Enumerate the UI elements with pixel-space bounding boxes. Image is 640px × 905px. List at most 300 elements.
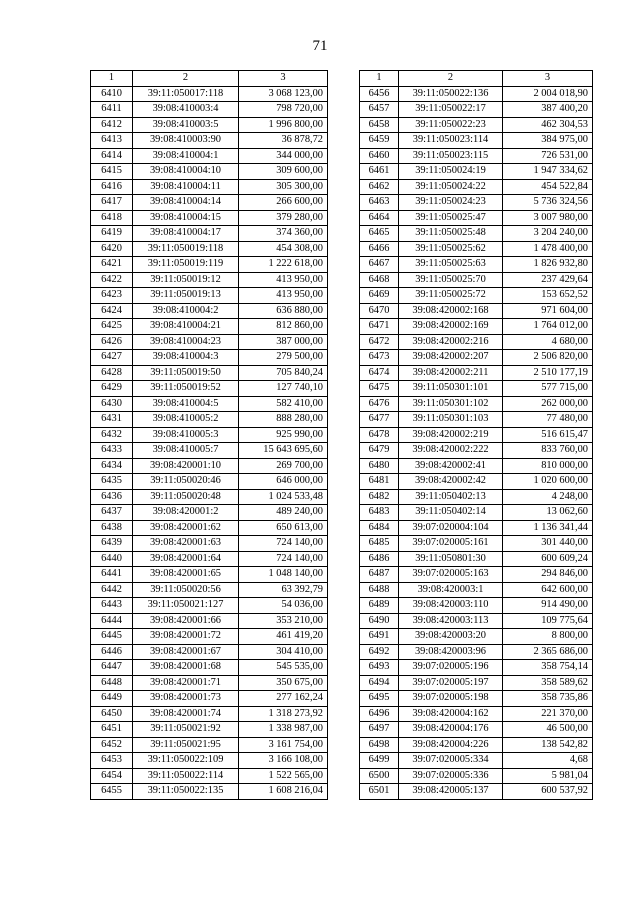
row-number-cell: 6496 [360,706,399,722]
value-cell: 1 020 600,00 [503,474,593,490]
table-row [360,396,593,412]
cadastral-number-cell: 39:08:420001:65 [133,567,239,583]
row-number-cell: 6440 [91,551,133,567]
table-row [91,489,328,505]
value-cell: 833 760,00 [503,443,593,459]
cadastral-number-cell: 39:11:050022:114 [133,768,239,784]
table-row [360,179,593,195]
row-number-cell: 6478 [360,427,399,443]
value-cell: 4 248,00 [503,489,593,505]
cadastral-number-cell: 39:11:050021:92 [133,722,239,738]
row-number-cell: 6421 [91,257,133,273]
cadastral-number-cell: 39:11:050019:118 [133,241,239,257]
row-number-cell: 6428 [91,365,133,381]
cadastral-number-cell: 39:08:420001:63 [133,536,239,552]
cadastral-number-cell: 39:08:420003:96 [399,644,503,660]
row-number-cell: 6488 [360,582,399,598]
cadastral-number-cell: 39:08:420001:2 [133,505,239,521]
table-row [360,381,593,397]
cadastral-number-cell: 39:11:050019:50 [133,365,239,381]
cadastral-number-cell: 39:08:420004:176 [399,722,503,738]
row-number-cell: 6460 [360,148,399,164]
value-cell: 516 615,47 [503,427,593,443]
cadastral-number-cell: 39:11:050022:136 [399,86,503,102]
column-header: 1 [360,71,399,87]
table-row [360,257,593,273]
value-cell: 1 318 273,92 [239,706,328,722]
row-number-cell: 6414 [91,148,133,164]
row-number-cell: 6476 [360,396,399,412]
row-number-cell: 6419 [91,226,133,242]
value-cell: 266 600,00 [239,195,328,211]
cadastral-number-cell: 39:08:410004:3 [133,350,239,366]
cadastral-number-cell: 39:07:020005:163 [399,567,503,583]
row-number-cell: 6417 [91,195,133,211]
table-row [91,629,328,645]
table-row [91,613,328,629]
table-row [91,722,328,738]
table-row [360,117,593,133]
row-number-cell: 6429 [91,381,133,397]
value-cell: 2 365 686,00 [503,644,593,660]
row-number-cell: 6461 [360,164,399,180]
cadastral-number-cell: 39:11:050024:19 [399,164,503,180]
table-row [360,722,593,738]
cadastral-number-cell: 39:11:050025:48 [399,226,503,242]
table-row [91,148,328,164]
table-row [360,102,593,118]
cadastral-number-cell: 39:11:050020:48 [133,489,239,505]
table-row [91,474,328,490]
table-row [360,86,593,102]
cadastral-number-cell: 39:11:050024:23 [399,195,503,211]
table-row [91,567,328,583]
value-cell: 301 440,00 [503,536,593,552]
cadastral-number-cell: 39:08:420001:73 [133,691,239,707]
table-row [91,598,328,614]
value-cell: 1 338 987,00 [239,722,328,738]
cadastral-number-cell: 39:11:050021:127 [133,598,239,614]
value-cell: 3 166 108,00 [239,753,328,769]
table-row [360,226,593,242]
value-cell: 577 715,00 [503,381,593,397]
table-row [360,551,593,567]
value-cell: 5 736 324,56 [503,195,593,211]
cadastral-number-cell: 39:11:050023:115 [399,148,503,164]
cadastral-number-cell: 39:08:410004:17 [133,226,239,242]
value-cell: 810 000,00 [503,458,593,474]
value-cell: 379 280,00 [239,210,328,226]
table-row [360,303,593,319]
row-number-cell: 6490 [360,613,399,629]
cadastral-number-cell: 39:11:050024:22 [399,179,503,195]
row-number-cell: 6441 [91,567,133,583]
value-cell: 582 410,00 [239,396,328,412]
value-cell: 5 981,04 [503,768,593,784]
value-cell: 277 162,24 [239,691,328,707]
row-number-cell: 6443 [91,598,133,614]
value-cell: 350 675,00 [239,675,328,691]
value-cell: 600 609,24 [503,551,593,567]
value-cell: 8 800,00 [503,629,593,645]
table-row [91,520,328,536]
table-row [91,443,328,459]
table-row [360,613,593,629]
cadastral-number-cell: 39:08:420001:67 [133,644,239,660]
value-cell: 305 300,00 [239,179,328,195]
cadastral-number-cell: 39:08:420002:222 [399,443,503,459]
cadastral-number-cell: 39:11:050020:46 [133,474,239,490]
table-row [91,195,328,211]
row-number-cell: 6473 [360,350,399,366]
value-cell: 109 775,64 [503,613,593,629]
table-row [360,458,593,474]
row-number-cell: 6497 [360,722,399,738]
table-row [360,629,593,645]
row-number-cell: 6449 [91,691,133,707]
cadastral-number-cell: 39:08:410003:4 [133,102,239,118]
value-cell: 489 240,00 [239,505,328,521]
cadastral-number-cell: 39:11:050021:95 [133,737,239,753]
row-number-cell: 6438 [91,520,133,536]
value-cell: 4 680,00 [503,334,593,350]
cadastral-number-cell: 39:08:420001:10 [133,458,239,474]
cadastral-number-cell: 39:08:420003:110 [399,598,503,614]
row-number-cell: 6427 [91,350,133,366]
table-row [360,784,593,800]
value-cell: 1 024 533,48 [239,489,328,505]
cadastral-number-cell: 39:08:420003:20 [399,629,503,645]
row-number-cell: 6480 [360,458,399,474]
row-number-cell: 6471 [360,319,399,335]
row-number-cell: 6450 [91,706,133,722]
row-number-cell: 6459 [360,133,399,149]
value-cell: 1 136 341,44 [503,520,593,536]
value-cell: 971 604,00 [503,303,593,319]
cadastral-number-cell: 39:07:020005:198 [399,691,503,707]
table-row [360,427,593,443]
row-number-cell: 6495 [360,691,399,707]
table-row [91,551,328,567]
table-row [360,241,593,257]
cadastral-number-cell: 39:11:050022:23 [399,117,503,133]
table-row [91,675,328,691]
value-cell: 798 720,00 [239,102,328,118]
value-cell: 2 510 177,19 [503,365,593,381]
cadastral-number-cell: 39:08:410004:5 [133,396,239,412]
cadastral-number-cell: 39:08:420001:68 [133,660,239,676]
table-header-row [91,71,328,87]
row-number-cell: 6436 [91,489,133,505]
row-number-cell: 6425 [91,319,133,335]
cadastral-number-cell: 39:08:410004:21 [133,319,239,335]
table-row [91,784,328,800]
table-row [91,582,328,598]
cadastral-number-cell: 39:08:420004:226 [399,737,503,753]
cadastral-number-cell: 39:11:050025:62 [399,241,503,257]
row-number-cell: 6413 [91,133,133,149]
table-row [360,768,593,784]
table-row [91,768,328,784]
table-row [91,396,328,412]
table-row [91,753,328,769]
row-number-cell: 6458 [360,117,399,133]
table-row [91,226,328,242]
table-row [360,288,593,304]
value-cell: 344 000,00 [239,148,328,164]
table-row [91,117,328,133]
cadastral-number-cell: 39:11:050025:47 [399,210,503,226]
table-row [91,272,328,288]
row-number-cell: 6463 [360,195,399,211]
table-row [360,520,593,536]
table-row [360,474,593,490]
value-cell: 237 429,64 [503,272,593,288]
cadastral-number-cell: 39:11:050025:70 [399,272,503,288]
value-cell: 46 500,00 [503,722,593,738]
value-cell: 269 700,00 [239,458,328,474]
value-cell: 1 222 618,00 [239,257,328,273]
cadastral-number-cell: 39:08:410003:90 [133,133,239,149]
cadastral-number-cell: 39:08:410004:15 [133,210,239,226]
row-number-cell: 6484 [360,520,399,536]
table-row [360,737,593,753]
table-row [91,660,328,676]
row-number-cell: 6411 [91,102,133,118]
cadastral-number-cell: 39:08:420001:66 [133,613,239,629]
table-row [91,288,328,304]
cadastral-number-cell: 39:11:050022:17 [399,102,503,118]
value-cell: 3 068 123,00 [239,86,328,102]
row-number-cell: 6424 [91,303,133,319]
table-row [360,443,593,459]
column-header: 2 [399,71,503,87]
cadastral-number-cell: 39:08:410004:11 [133,179,239,195]
row-number-cell: 6426 [91,334,133,350]
value-cell: 650 613,00 [239,520,328,536]
row-number-cell: 6418 [91,210,133,226]
row-number-cell: 6486 [360,551,399,567]
cadastral-number-cell: 39:11:050019:13 [133,288,239,304]
table-row [360,272,593,288]
value-cell: 724 140,00 [239,551,328,567]
cadastral-number-cell: 39:07:020005:334 [399,753,503,769]
row-number-cell: 6469 [360,288,399,304]
cadastral-number-cell: 39:08:420003:113 [399,613,503,629]
value-cell: 705 840,24 [239,365,328,381]
value-cell: 358 589,62 [503,675,593,691]
row-number-cell: 6470 [360,303,399,319]
value-cell: 153 652,52 [503,288,593,304]
value-cell: 642 600,00 [503,582,593,598]
row-number-cell: 6498 [360,737,399,753]
table-row [91,257,328,273]
table-row [91,319,328,335]
table-row [91,86,328,102]
value-cell: 600 537,92 [503,784,593,800]
table-row [91,427,328,443]
value-cell: 358 735,86 [503,691,593,707]
value-cell: 36 878,72 [239,133,328,149]
row-number-cell: 6501 [360,784,399,800]
value-cell: 13 062,60 [503,505,593,521]
cadastral-number-cell: 39:08:410004:1 [133,148,239,164]
value-cell: 309 600,00 [239,164,328,180]
value-cell: 294 846,00 [503,567,593,583]
table-row [360,675,593,691]
cadastral-number-cell: 39:11:050301:102 [399,396,503,412]
table-row [360,319,593,335]
table-row [91,133,328,149]
table-row [360,133,593,149]
row-number-cell: 6451 [91,722,133,738]
table-row [360,350,593,366]
cadastral-number-cell: 39:08:420001:64 [133,551,239,567]
table-row [91,303,328,319]
table-row [91,505,328,521]
row-number-cell: 6489 [360,598,399,614]
row-number-cell: 6455 [91,784,133,800]
value-cell: 387 000,00 [239,334,328,350]
value-cell: 77 480,00 [503,412,593,428]
table-header-row [360,71,593,87]
cadastral-number-cell: 39:11:050020:56 [133,582,239,598]
cadastral-number-cell: 39:11:050402:14 [399,505,503,521]
row-number-cell: 6465 [360,226,399,242]
row-number-cell: 6439 [91,536,133,552]
row-number-cell: 6444 [91,613,133,629]
table-row [360,365,593,381]
row-number-cell: 6412 [91,117,133,133]
value-cell: 15 643 695,60 [239,443,328,459]
table-row [360,660,593,676]
row-number-cell: 6464 [360,210,399,226]
table-row [91,179,328,195]
table-row [360,195,593,211]
table-row [360,598,593,614]
column-header: 3 [503,71,593,87]
cadastral-number-cell: 39:08:420002:216 [399,334,503,350]
row-number-cell: 6457 [360,102,399,118]
cadastral-number-cell: 39:11:050017:118 [133,86,239,102]
value-cell: 454 308,00 [239,241,328,257]
cadastral-number-cell: 39:08:420002:207 [399,350,503,366]
table-row [91,334,328,350]
value-cell: 1 608 216,04 [239,784,328,800]
table-row [360,412,593,428]
table-row [91,412,328,428]
row-number-cell: 6482 [360,489,399,505]
cadastral-number-cell: 39:11:050023:114 [399,133,503,149]
row-number-cell: 6487 [360,567,399,583]
cadastral-number-cell: 39:07:020005:196 [399,660,503,676]
column-header: 1 [91,71,133,87]
table-row [91,644,328,660]
row-number-cell: 6474 [360,365,399,381]
value-cell: 304 410,00 [239,644,328,660]
page-number: 71 [312,38,328,54]
cadastral-number-cell: 39:08:410004:14 [133,195,239,211]
table-row [91,381,328,397]
row-number-cell: 6442 [91,582,133,598]
cadastral-number-cell: 39:07:020004:104 [399,520,503,536]
column-header: 3 [239,71,328,87]
row-number-cell: 6467 [360,257,399,273]
value-cell: 127 740,10 [239,381,328,397]
cadastral-number-cell: 39:11:050402:13 [399,489,503,505]
table-row [360,164,593,180]
row-number-cell: 6415 [91,164,133,180]
row-number-cell: 6492 [360,644,399,660]
table-row [360,582,593,598]
row-number-cell: 6452 [91,737,133,753]
table-row [91,365,328,381]
row-number-cell: 6430 [91,396,133,412]
value-cell: 3 007 980,00 [503,210,593,226]
table-row [360,753,593,769]
row-number-cell: 6454 [91,768,133,784]
row-number-cell: 6466 [360,241,399,257]
table-row [91,350,328,366]
cadastral-number-cell: 39:11:050025:63 [399,257,503,273]
cadastral-number-cell: 39:08:420001:71 [133,675,239,691]
row-number-cell: 6410 [91,86,133,102]
row-number-cell: 6446 [91,644,133,660]
value-cell: 4,68 [503,753,593,769]
row-number-cell: 6483 [360,505,399,521]
value-cell: 914 490,00 [503,598,593,614]
row-number-cell: 6434 [91,458,133,474]
value-cell: 413 950,00 [239,272,328,288]
cadastral-number-cell: 39:07:020005:197 [399,675,503,691]
table-row [91,536,328,552]
value-cell: 724 140,00 [239,536,328,552]
row-number-cell: 6477 [360,412,399,428]
table-row [91,102,328,118]
cadastral-number-cell: 39:08:420002:211 [399,365,503,381]
value-cell: 138 542,82 [503,737,593,753]
table-row [360,505,593,521]
row-number-cell: 6479 [360,443,399,459]
value-cell: 925 990,00 [239,427,328,443]
cadastral-number-cell: 39:08:420001:62 [133,520,239,536]
value-cell: 1 522 565,00 [239,768,328,784]
row-number-cell: 6475 [360,381,399,397]
value-cell: 3 204 240,00 [503,226,593,242]
table-row [360,489,593,505]
cadastral-number-cell: 39:08:410004:23 [133,334,239,350]
row-number-cell: 6431 [91,412,133,428]
row-number-cell: 6499 [360,753,399,769]
row-number-cell: 6448 [91,675,133,691]
row-number-cell: 6493 [360,660,399,676]
value-cell: 3 161 754,00 [239,737,328,753]
value-cell: 262 000,00 [503,396,593,412]
value-cell: 636 880,00 [239,303,328,319]
table-row [360,567,593,583]
table-row [91,458,328,474]
data-table-left [90,70,328,800]
value-cell: 888 280,00 [239,412,328,428]
value-cell: 812 860,00 [239,319,328,335]
value-cell: 358 754,14 [503,660,593,676]
table-row [91,737,328,753]
table-row [360,706,593,722]
value-cell: 1 996 800,00 [239,117,328,133]
value-cell: 2 004 018,90 [503,86,593,102]
value-cell: 353 210,00 [239,613,328,629]
cadastral-number-cell: 39:08:420001:72 [133,629,239,645]
